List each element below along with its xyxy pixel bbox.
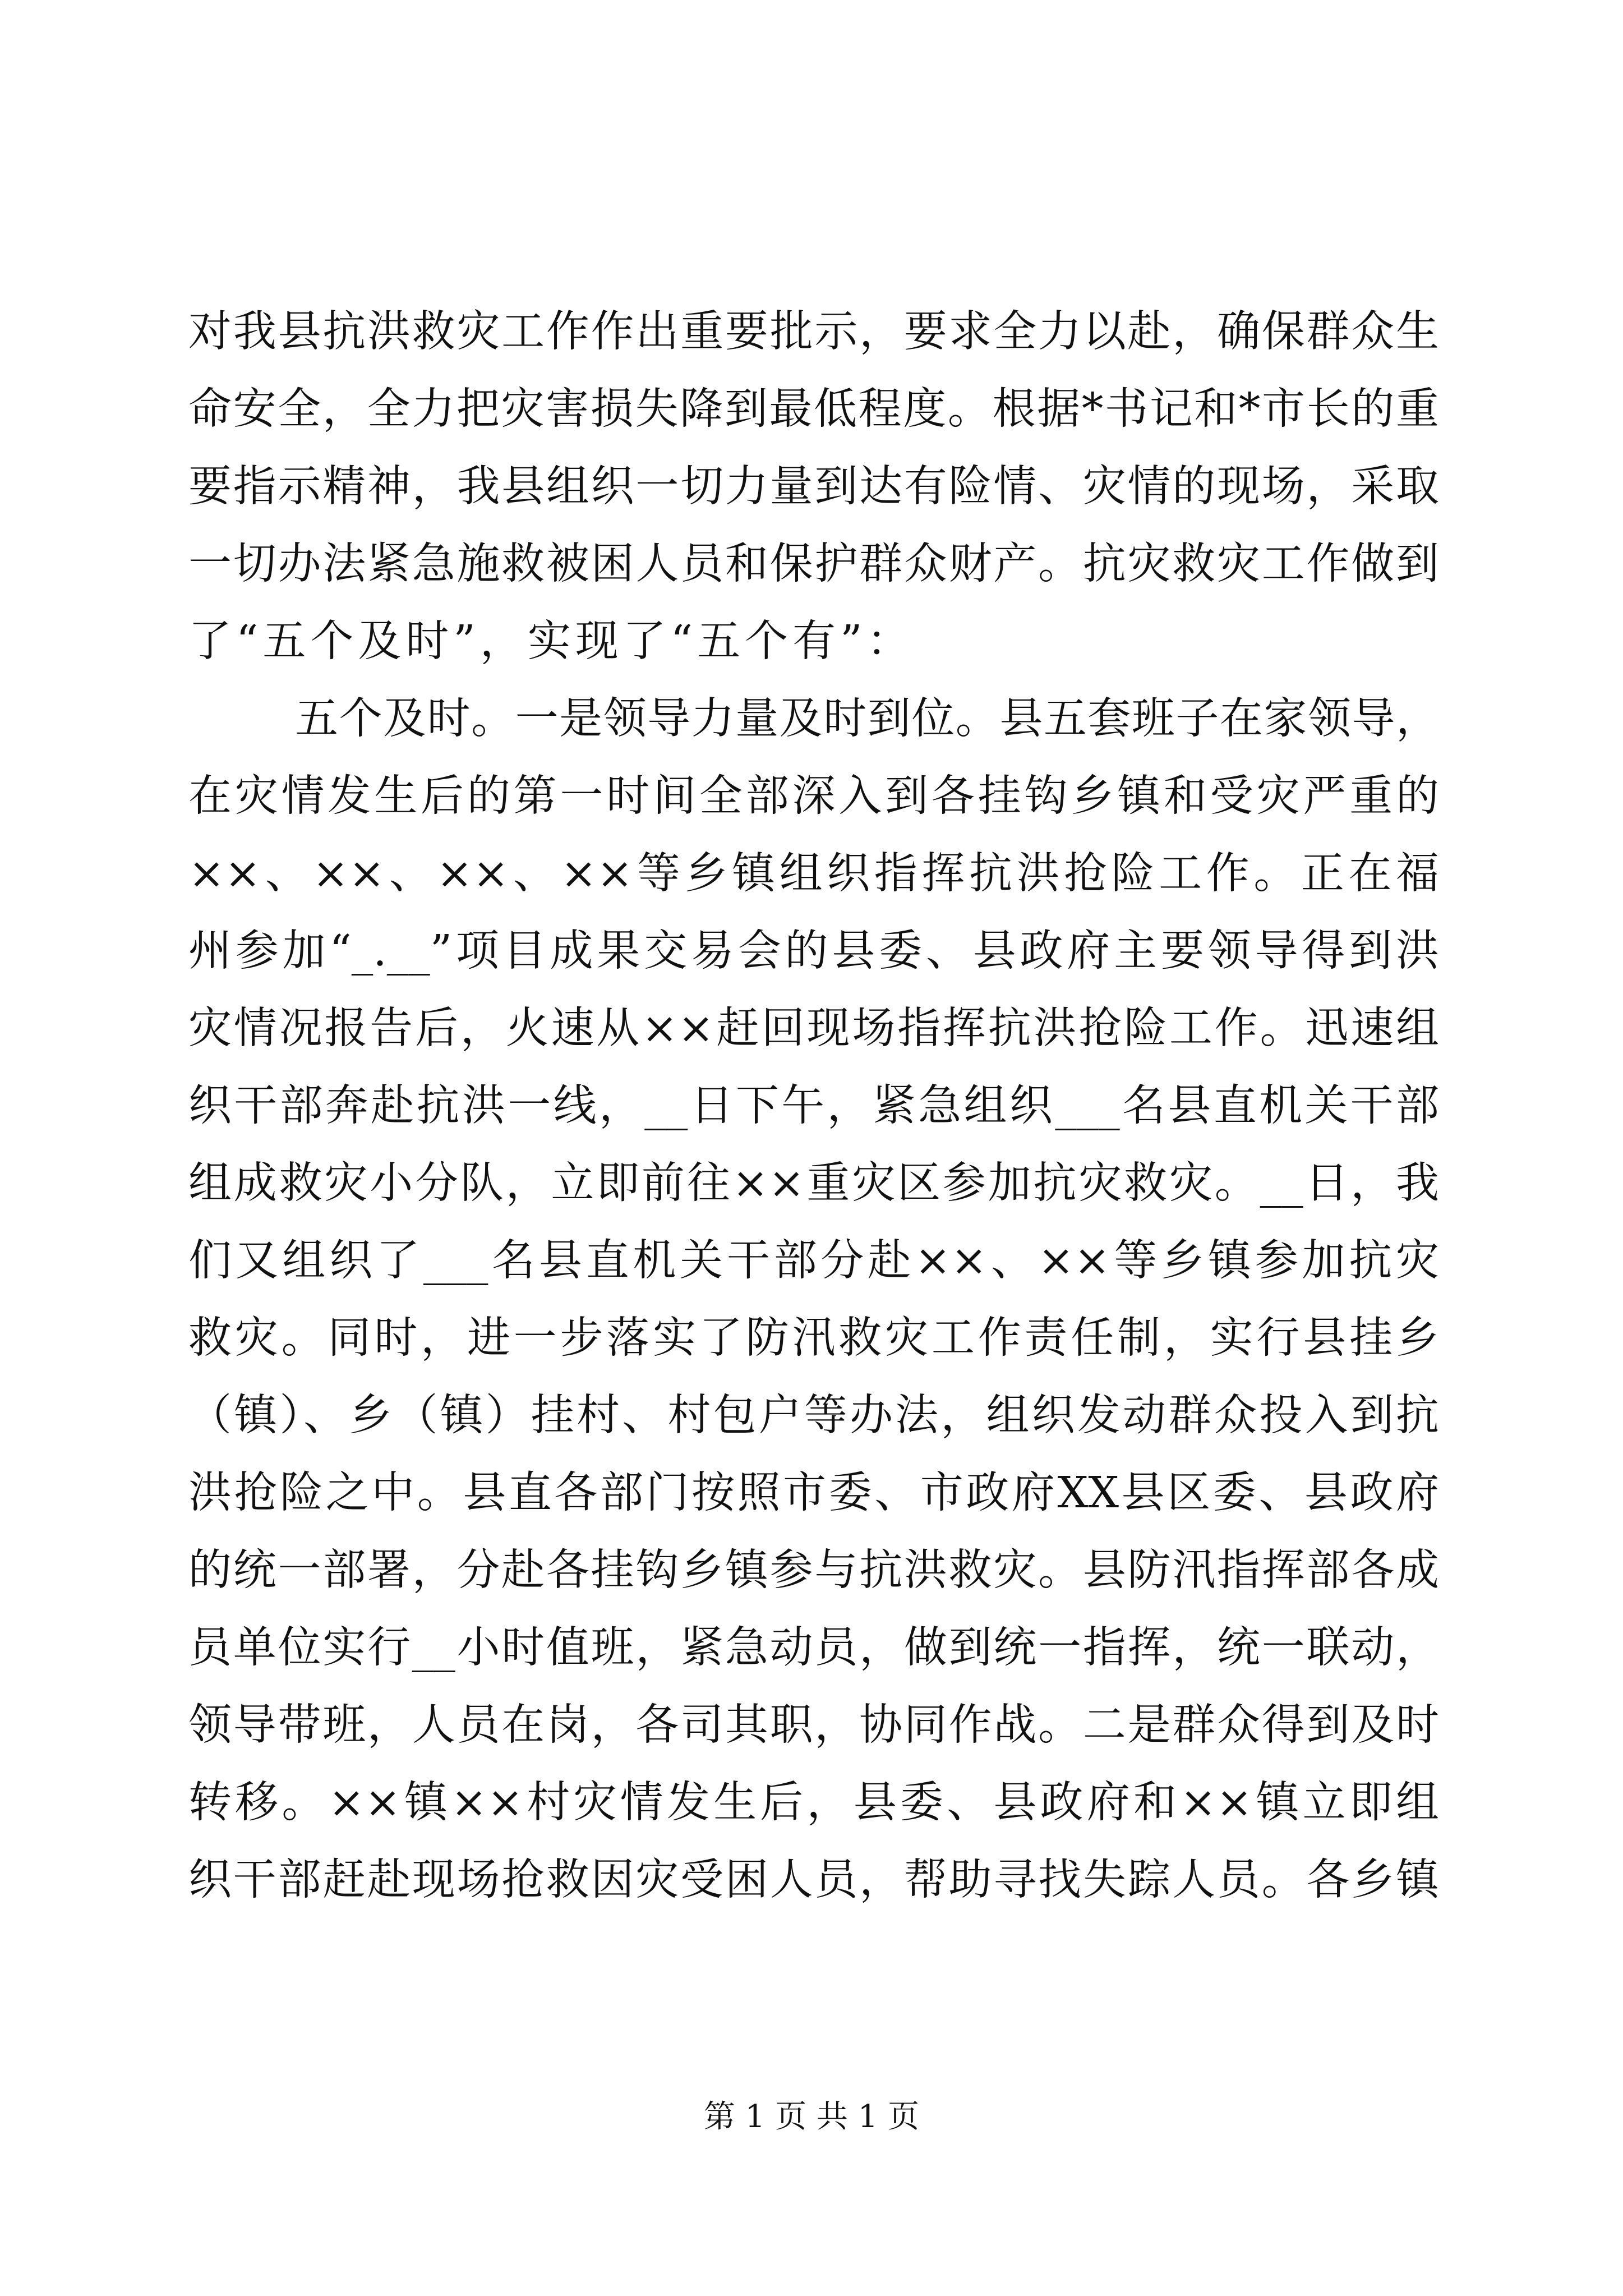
text-line: 组成救灾小分队，立即前往××重灾区参加抗灾救灾。__日，我 [188, 1158, 1439, 1208]
text-line: 织干部赶赴现场抢救因灾受困人员，帮助寻找失踪人员。各乡镇 [188, 1855, 1439, 1905]
paragraph-first-line: 五个及时。一是领导力量及时到位。县五套班子在家领导， [295, 694, 1439, 744]
text-line: 一切办法紧急施救被困人员和保护群众财产。抗灾救灾工作做到 [188, 539, 1439, 589]
text-line: 灾情况报告后，火速从××赶回现场指挥抗洪抢险工作。迅速组 [188, 1004, 1439, 1053]
text-line: 了“五个及时”，实现了“五个有”： [188, 616, 915, 666]
text-line: 领导带班，人员在岗，各司其职，协同作战。二是群众得到及时 [188, 1700, 1439, 1750]
text-line: 们又组织了___名县直机关干部分赴××、××等乡镇参加抗灾 [188, 1236, 1439, 1286]
text-line: 的统一部署，分赴各挂钩乡镇参与抗洪救灾。县防汛指挥部各成 [188, 1545, 1439, 1595]
text-line: 命安全，全力把灾害损失降到最低程度。根据*书记和*市长的重 [188, 384, 1439, 434]
text-line: 织干部奔赴抗洪一线，__日下午，紧急组织___名县直机关干部 [188, 1081, 1439, 1131]
text-line: 洪抢险之中。县直各部门按照市委、市政府XX县区委、县政府 [188, 1468, 1439, 1518]
text-line: 转移。××镇××村灾情发生后，县委、县政府和××镇立即组 [188, 1778, 1439, 1828]
text-line: 员单位实行__小时值班，紧急动员，做到统一指挥，统一联动， [188, 1623, 1439, 1673]
text-line: 对我县抗洪救灾工作作出重要批示，要求全力以赴，确保群众生 [188, 307, 1439, 357]
text-line: ××、××、××、××等乡镇组织指挥抗洪抢险工作。正在福 [188, 849, 1439, 899]
text-line: 在灾情发生后的第一时间全部深入到各挂钩乡镇和受灾严重的 [188, 771, 1439, 821]
text-line: 州参加“_.__”项目成果交易会的县委、县政府主要领导得到洪 [188, 926, 1439, 976]
text-line: （镇）、乡（镇）挂村、村包户等办法，组织发动群众投入到抗 [188, 1391, 1439, 1441]
page-footer: 第 1 页 共 1 页 [703, 2099, 920, 2135]
text-line: 要指示精神，我县组织一切力量到达有险情、灾情的现场，采取 [188, 462, 1439, 512]
text-line: 救灾。同时，进一步落实了防汛救灾工作责任制，实行县挂乡 [188, 1313, 1439, 1363]
